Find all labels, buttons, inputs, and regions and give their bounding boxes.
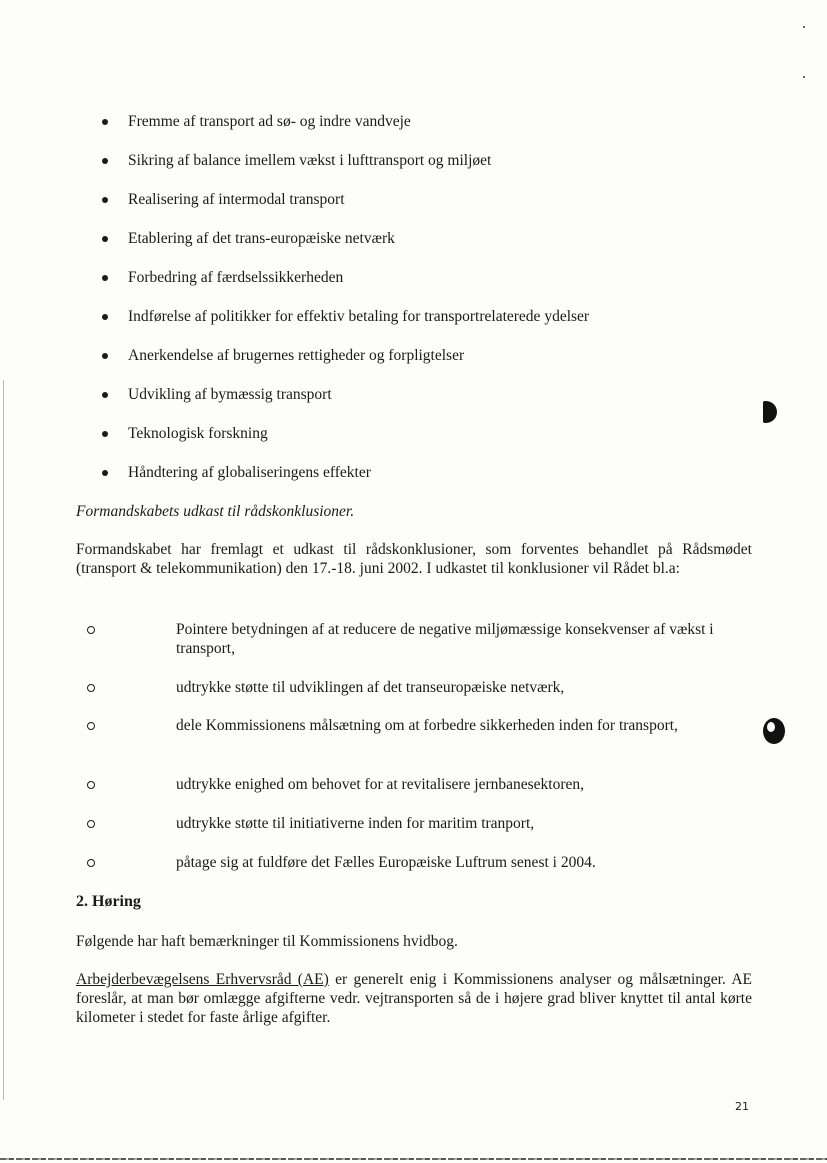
page-number: 21 [735,1100,749,1113]
paragraph: Formandskabet har fremlagt et udkast til rådskonklusioner, som forventes behandlet på Rådsmødet (transport & telekommunikation) den 17.-18. juni 2002. I udkastet til konklusioner vil Rådet bl.a: [76,541,752,577]
list-item [100,307,740,346]
bullet-icon [102,197,108,203]
circle-bullet-icon [87,684,95,692]
bullet-text: Fremme af transport ad sø- og indre vandveje [128,113,411,130]
circle-bullet-icon [87,859,95,867]
list-item-text: Pointere betydningen af at reducere de negative miljømæssige konsekvenser af vækst i transport, [176,621,714,657]
bullet-icon [102,353,108,359]
circle-bullet-icon [87,820,95,828]
section-subheading: Formandskabets udkast til rådskonklusioner. [76,503,355,520]
bullet-text: Etablering af det trans-europæiske netværk [128,230,395,247]
bullet-icon [102,431,108,437]
list-item [100,385,740,424]
bullet-icon [102,158,108,164]
bullet-icon [102,314,108,320]
bullet-list [100,112,740,502]
scan-speck [803,76,805,78]
bullet-text: Forbedring af færdselssikkerheden [128,269,344,286]
bullet-icon [102,119,108,125]
paragraph: Følgende har haft bemærkninger til Kommissionens hvidbog. [76,933,458,950]
list-item [100,463,740,502]
bullet-text: Teknologisk forskning [128,425,268,442]
scan-speck [803,26,805,28]
list-item [100,424,740,463]
bullet-text: Håndtering af globaliseringens effekter [128,464,371,481]
bullet-icon [102,275,108,281]
list-item [100,268,740,307]
bullet-text: Sikring af balance imellem vækst i lufttransport og miljøet [128,152,492,169]
paragraph [76,970,752,1027]
circle-bullet-icon [87,626,95,634]
list-item-text: udtrykke støtte til udviklingen af det transeuropæiske netværk, [176,679,565,696]
bullet-text: Indførelse af politikker for effektiv betaling for transportrelaterede ydelser [128,308,590,325]
list-item [100,229,740,268]
list-item-text: påtage sig at fuldføre det Fælles Europæiske Luftrum senest i 2004. [176,854,596,871]
bullet-icon [102,470,108,476]
bullet-text: Udvikling af bymæssig transport [128,386,332,403]
bullet-icon [102,236,108,242]
scan-edge-line [3,380,4,1100]
circle-bullet-icon [87,781,95,789]
punch-hole-icon [763,401,777,423]
list-item-text: dele Kommissionens målsætning om at forbedre sikkerheden inden for transport, [176,717,678,734]
bullet-icon [102,392,108,398]
section-heading: 2. Høring [76,893,141,910]
scan-bottom-line [0,1158,827,1160]
bullet-text: Realisering af intermodal transport [128,191,345,208]
list-item [100,190,740,229]
list-item [100,112,740,151]
list-item [100,151,740,190]
punch-hole-icon [763,718,785,744]
list-item [100,346,740,385]
bullet-text: Anerkendelse af brugernes rettigheder og forpligtelser [128,347,465,364]
circle-bullet-icon [87,722,95,730]
list-item-text: udtrykke støtte til initiativerne inden for maritim tranport, [176,815,535,832]
paragraph-text: er generelt enig i Kommissionens analyser og målsætninger. AE foreslår, at man bør omlægge afgifterne vedr. vejtransporten så de i højere grad bliver knyttet til antal kørte kilometer i stedet for faste årlige afgifter. [76,971,752,1026]
organisation-link[interactable]: Arbejderbevægelsens Erhvervsråd (AE) [76,971,329,988]
list-item-text: udtrykke enighed om behovet for at revitalisere jernbanesektoren, [176,776,585,793]
